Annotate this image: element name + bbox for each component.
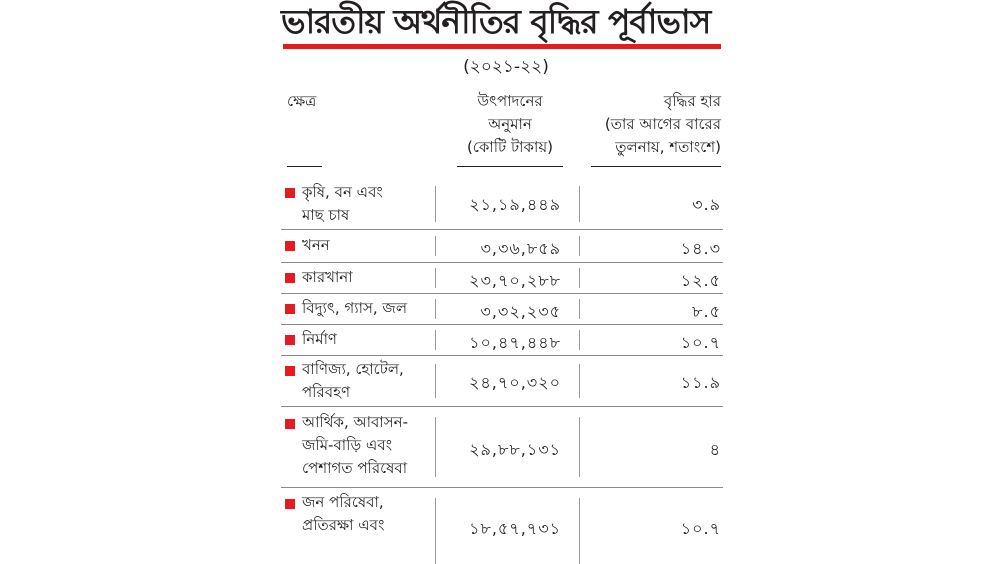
column-divider [435, 186, 436, 222]
table-row [281, 488, 723, 564]
row-growth: ১০.৭ [680, 333, 721, 352]
row-sector: কারখানা [302, 268, 353, 286]
bullet-square-icon [285, 188, 295, 198]
row-estimate: ৩,৩৬,৮৫৯ [480, 239, 561, 258]
header-estimate: উৎপাদনের অনুমান (কোটি টাকায়) [466, 92, 554, 156]
bullet-square-icon [285, 273, 295, 283]
column-divider [435, 498, 436, 564]
column-divider [579, 498, 580, 564]
column-divider [579, 186, 580, 222]
bullet-square-icon [285, 499, 295, 509]
table-row [281, 178, 723, 230]
header-rule-sector [287, 166, 322, 167]
header-rule-estimate [457, 166, 563, 167]
row-estimate: ২৯,৮৮,১৩১ [469, 440, 561, 459]
column-divider [579, 299, 580, 319]
column-divider [435, 330, 436, 350]
row-growth: ১২.৫ [680, 271, 721, 290]
row-sector: খনন [302, 236, 330, 254]
row-estimate: ১০,৪৭,৪৪৮ [469, 333, 561, 352]
column-divider [435, 268, 436, 288]
bullet-square-icon [285, 335, 295, 345]
subtitle-year: (২০২১-২২) [463, 57, 549, 77]
row-growth: ৮.৫ [692, 302, 721, 321]
column-divider [435, 236, 436, 256]
row-estimate: ২৩,৭০,২৮৮ [469, 271, 561, 290]
header-growth-rate: বৃদ্ধির হার (তার আগের বারের তুলনায়, শতাংশে) [604, 92, 721, 156]
column-divider [435, 417, 436, 477]
table-row [281, 294, 723, 325]
column-divider [579, 330, 580, 350]
table-row [281, 356, 723, 407]
column-divider [579, 364, 580, 398]
row-sector: বিদ্যুৎ, গ্যাস, জল [302, 299, 407, 317]
column-divider [579, 417, 580, 477]
table-row [281, 325, 723, 356]
row-estimate: ২৪,৭০,৩২০ [469, 373, 561, 392]
page-title: ভারতীয় অর্থনীতির বৃদ্ধির পূর্বাভাস [281, 2, 711, 41]
row-estimate: ৩,৩২,২৩৫ [480, 302, 561, 321]
header-rule-growth [591, 166, 721, 167]
row-estimate: ২১,১৯,৪৪৯ [469, 195, 561, 214]
bullet-square-icon [285, 304, 295, 314]
bullet-square-icon [285, 241, 295, 251]
row-sector: নির্মাণ [302, 330, 337, 348]
bullet-square-icon [285, 419, 295, 429]
growth-forecast-table [281, 0, 723, 564]
row-growth: ১১.৯ [680, 373, 721, 392]
table-row [281, 230, 723, 263]
row-sector: আর্থিক, আবাসন- জমি-বাড়ি এবং পেশাগত পরিষেবা [302, 413, 409, 477]
column-divider [579, 236, 580, 256]
row-sector: জন পরিষেবা, প্রতিরক্ষা এবং [302, 493, 385, 534]
row-sector: বাণিজ্য, হোটেল, পরিবহণ [302, 360, 404, 401]
row-growth: ৩.৯ [692, 195, 721, 214]
row-estimate: ১৮,৫৭,৭৩১ [469, 519, 561, 538]
table-row [281, 263, 723, 294]
row-sector: কৃষি, বন এবং মাছ চাষ [302, 183, 383, 224]
header-sector: ক্ষেত্র [287, 92, 317, 110]
table-row [281, 407, 723, 488]
column-divider [579, 268, 580, 288]
bullet-square-icon [285, 366, 295, 376]
row-growth: ১৪.৩ [680, 239, 721, 258]
row-growth: ৪ [709, 440, 721, 459]
column-divider [435, 364, 436, 398]
column-divider [435, 299, 436, 319]
row-growth: ১০.৭ [680, 519, 721, 538]
title-underline [283, 44, 721, 49]
